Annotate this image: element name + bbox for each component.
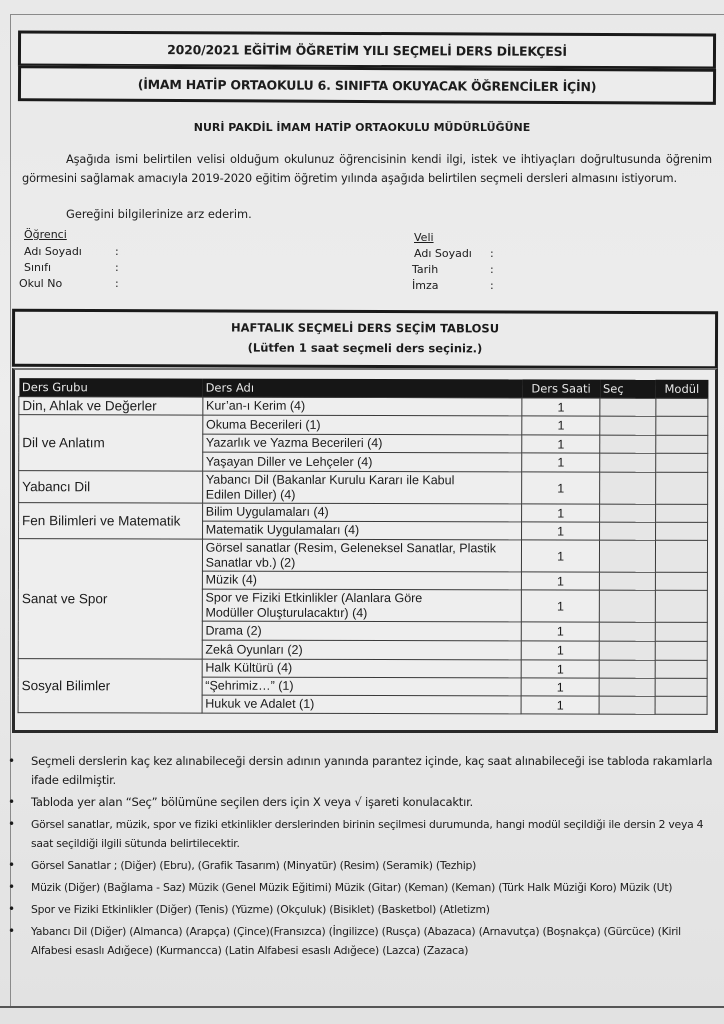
course-hours: 1 (521, 622, 599, 641)
notes-list (0, 752, 724, 963)
course-name: Müzik (4) (202, 571, 522, 590)
module-cell[interactable] (655, 540, 707, 572)
course-name: Kur’an-ı Kerim (4) (203, 397, 523, 416)
bullet-icon: • (8, 754, 15, 768)
module-cell[interactable] (655, 622, 707, 641)
student-heading: Öğrenci (24, 228, 67, 241)
addressee: NURİ PAKDİL İMAM HATİP ORTAOKULU MÜDÜRLÜĞÜNE (193, 121, 531, 134)
document-subtitle (18, 65, 716, 105)
module-cell[interactable] (655, 572, 707, 590)
course-hours: 1 (522, 540, 600, 572)
group-cell: Dil ve Anlatım (19, 415, 203, 471)
student-class-field[interactable]: : (115, 261, 119, 274)
note-item (0, 900, 724, 919)
parent-name-field[interactable]: : (490, 247, 494, 260)
course-hours: 1 (522, 435, 600, 453)
course-hours: 1 (521, 696, 599, 714)
course-name: Yabancı Dil (Bakanlar Kurulu Kararı ile Kabul Edilen Diller) (4) (202, 471, 522, 504)
select-cell[interactable] (599, 660, 655, 678)
course-name: Drama (2) (202, 621, 522, 641)
course-hours: 1 (522, 572, 600, 590)
bullet-icon: • (8, 924, 15, 938)
course-name: Hukuk ve Adalet (1) (202, 695, 522, 714)
parent-name-label: Adı Soyadı (414, 247, 472, 260)
note-item (0, 922, 724, 960)
table-header-row (19, 378, 708, 398)
select-cell[interactable] (600, 435, 656, 453)
course-name: Okuma Becerileri (1) (202, 415, 522, 435)
document-subtitle-text: (İMAM HATİP ORTAOKULU 6. SINIFTA OKUYACAK ÖĞRENCİLER İÇİN) (137, 76, 597, 94)
course-hours: 1 (522, 398, 600, 416)
note-item (0, 752, 724, 790)
col-header-hours: Ders Saati (522, 379, 600, 398)
module-cell[interactable] (656, 472, 708, 504)
note-text: Görsel Sanatlar ; (Diğer) (Ebru), (Grafik Tasarım) (Minyatür) (Resim) (Seramik) (Tezhip) (31, 859, 477, 872)
bullet-icon: • (8, 795, 15, 809)
module-cell[interactable] (656, 504, 708, 522)
document-title-text: 2020/2021 EĞİTİM ÖĞRETİM YILI SEÇMELİ DERS DİLEKÇESİ (167, 41, 567, 59)
select-cell[interactable] (599, 590, 655, 622)
course-name: Yaşayan Diller ve Lehçeler (4) (202, 452, 522, 472)
course-name: Görsel sanatlar (Resim, Geleneksel Sanatlar, Plastik Sanatlar vb.) (2) (202, 539, 522, 572)
select-cell[interactable] (600, 398, 656, 416)
bullet-icon: • (8, 902, 15, 916)
note-text: Görsel sanatlar, müzik, spor ve fiziki etkinlikler derslerinden birinin seçilmesi durumunda, hangi modül seçildiği ile dersin 2 veya 4 saat seçildiği ilgili sütunda belirtilecektir. (31, 818, 704, 850)
note-text: Spor ve Fiziki Etkinlikler (Diğer) (Tenis) (Yüzme) (Okçuluk) (Bisiklet) (Basketbol) (Atletizm) (31, 903, 490, 916)
course-hours: 1 (522, 504, 600, 522)
note-item (0, 815, 724, 853)
course-hours: 1 (522, 472, 600, 504)
module-cell[interactable] (656, 453, 708, 472)
course-hours: 1 (522, 590, 600, 622)
date-field[interactable]: : (490, 263, 494, 276)
module-cell[interactable] (655, 696, 707, 714)
bullet-icon: • (8, 858, 15, 872)
signature-label: İmza (412, 279, 439, 292)
course-name: Zekâ Oyunları (2) (202, 640, 522, 660)
course-name: Matematik Uygulamaları (4) (202, 521, 522, 540)
table-instruction: (Lütfen 1 saat seçmeli ders seçiniz.) (247, 340, 483, 356)
student-number-label: Okul No (19, 277, 63, 290)
student-number-field[interactable]: : (115, 277, 119, 290)
course-hours: 1 (521, 641, 599, 660)
course-name: Bilim Uygulamaları (4) (202, 503, 522, 522)
select-cell[interactable] (599, 622, 655, 641)
course-hours: 1 (522, 522, 600, 540)
select-cell[interactable] (600, 453, 656, 472)
col-header-module: Modül (656, 380, 708, 399)
col-header-select: Seç (600, 380, 656, 399)
module-cell[interactable] (655, 641, 707, 660)
module-cell[interactable] (655, 590, 707, 622)
module-cell[interactable] (656, 435, 708, 453)
petition-paragraph (22, 150, 712, 188)
group-cell: Din, Ahlak ve Değerler (19, 397, 203, 415)
select-cell[interactable] (600, 504, 656, 522)
module-cell[interactable] (655, 660, 707, 678)
course-hours: 1 (522, 416, 600, 435)
note-text: Yabancı Dil (Diğer) (Almanca) (Arapça) (Çince)(Fransızca) (İngilizce) (Rusça) (Abazaca) (Arnavutça) (Boşnakça) (Gürcüce) (Kiril Alfabesi esaslı Adığece) (Kurmancca) (Latin Alfabesi esaslı Adığece) (Lazca) (Zazaca) (31, 925, 681, 957)
select-cell[interactable] (599, 641, 655, 660)
course-hours: 1 (522, 453, 600, 472)
select-cell[interactable] (600, 540, 656, 572)
course-name: Halk Kültürü (4) (202, 659, 522, 678)
document-title (18, 30, 716, 69)
parent-heading: Veli (414, 231, 434, 244)
select-cell[interactable] (600, 472, 656, 504)
table-row (18, 659, 707, 679)
student-name-field[interactable]: : (115, 245, 119, 258)
student-class-label: Sınıfı (24, 261, 51, 274)
note-text: Müzik (Diğer) (Bağlama - Saz) Müzik (Genel Müzik Eğitimi) Müzik (Gitar) (Keman) (Keman) (Türk Halk Müziği Koro) Müzik (Ut) (31, 881, 673, 894)
group-cell: Yabancı Dil (19, 471, 203, 503)
course-hours: 1 (521, 678, 599, 696)
petition-closing: Gereğini bilgilerinize arz ederim. (66, 207, 252, 221)
table-row (19, 471, 708, 505)
course-name: Yazarlık ve Yazma Becerileri (4) (202, 434, 522, 453)
module-cell[interactable] (656, 416, 708, 435)
select-cell[interactable] (599, 572, 655, 590)
module-cell[interactable] (656, 522, 708, 540)
select-cell[interactable] (599, 678, 655, 696)
col-header-course: Ders Adı (203, 379, 523, 398)
course-selection-table (18, 378, 709, 715)
select-cell[interactable] (599, 696, 655, 714)
course-name: “Şehrimiz…” (1) (202, 677, 522, 696)
note-item (0, 856, 724, 875)
signature-field[interactable]: : (490, 279, 494, 292)
note-text: Tabloda yer alan “Seç” bölümüne seçilen ders için X veya √ işareti konulacaktır. (31, 795, 473, 809)
course-name: Spor ve Fiziki Etkinlikler (Alanlara Göre Modüller Oluşturulacaktır) (4) (202, 589, 522, 622)
group-cell: Fen Bilimleri ve Matematik (19, 503, 203, 539)
select-cell[interactable] (600, 522, 656, 540)
table-row (19, 415, 708, 436)
table-row (19, 503, 708, 523)
col-header-group: Ders Grubu (19, 378, 203, 397)
petition-paragraph-text: Aşağıda ismi belirtilen velisi olduğum okulunuz öğrencisinin kendi ilgi, istek ve ihtiyaçları doğrultusunda öğrenim görmesini sağlamak amacıyla 2019-2020 eğitim öğretim yılında aşağıda belirtilen seçmeli dersleri almasını istiyorum. (22, 152, 712, 185)
note-item (0, 793, 724, 812)
student-name-label: Adı Soyadı (24, 245, 82, 258)
group-cell: Sanat ve Spor (18, 539, 202, 659)
select-cell[interactable] (600, 416, 656, 435)
bullet-icon: • (8, 880, 15, 894)
note-text: Seçmeli derslerin kaç kez alınabileceği dersin adının yanında parantez içinde, kaç saat alınabileceği ise tabloda rakamlarla ifade edilmiştir. (31, 754, 713, 787)
table-row (18, 539, 707, 573)
table-title: HAFTALIK SEÇMELİ DERS SEÇİM TABLOSU (230, 320, 500, 336)
page-bottom-edge (0, 1006, 724, 1008)
table-row (19, 397, 708, 417)
note-item (0, 878, 724, 897)
group-cell: Sosyal Bilimler (18, 659, 202, 713)
bullet-icon: • (8, 817, 15, 831)
module-cell[interactable] (655, 678, 707, 696)
course-hours: 1 (521, 660, 599, 678)
table-title-box (12, 309, 718, 369)
date-label: Tarih (412, 263, 439, 276)
module-cell[interactable] (656, 398, 708, 416)
